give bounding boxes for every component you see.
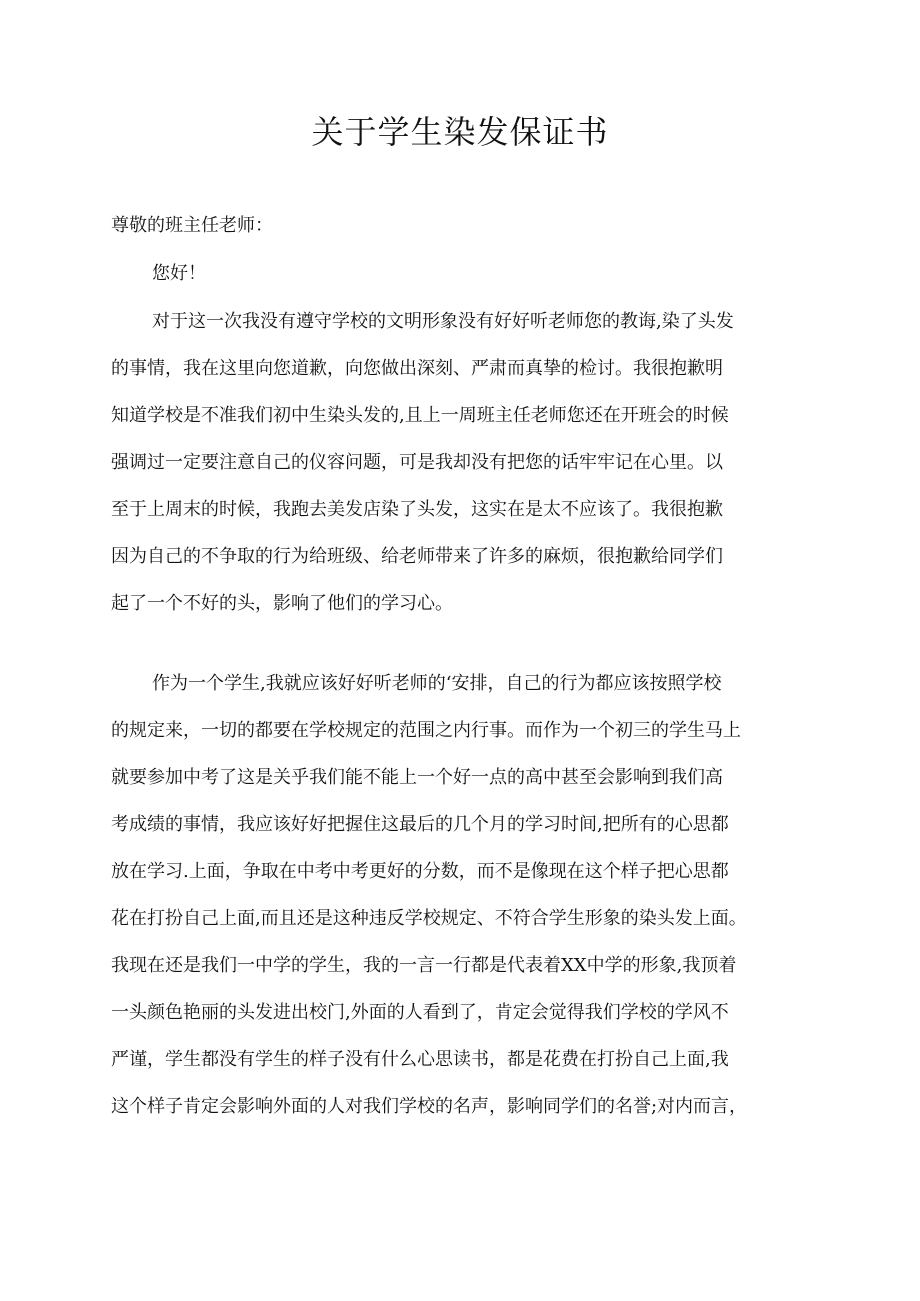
body-line: 作为一个学生,我就应该好好听老师的‘安排，自己的行为都应该按照学校: [152, 673, 722, 694]
body-line: 知道学校是不准我们初中生染头发的,且上一周班主任老师您还在开班会的时候: [111, 405, 729, 426]
body-line: 至于上周末的时候，我跑去美发店染了头发，这实在是太不应该了。我很抱歉: [111, 499, 723, 520]
body-line: 对于这一次我没有遵守学校的文明形象没有好好听老师您的教诲,染了头发: [152, 311, 734, 332]
body-line: 一头颜色艳丽的头发进出校门,外面的人看到了，肯定会觉得我们学校的学风不: [111, 1002, 729, 1023]
body-line: 花在打扮自己上面,而且还是这种违反学校规定、不符合学生形象的染头发上面。: [111, 908, 747, 929]
body-line: 就要参加中考了这是关乎我们能不能上一个好一点的高中甚至会影响到我们高: [111, 767, 723, 788]
greeting: 您好！: [152, 263, 206, 284]
salutation: 尊敬的班主任老师：: [111, 215, 273, 236]
body-line: 因为自己的不争取的行为给班级、给老师带来了许多的麻烦，很抱歉给同学们: [111, 546, 723, 567]
body-line: 严谨，学生都没有学生的样子没有什么心思读书，都是花费在打扮自己上面,我: [111, 1049, 729, 1070]
body-line: 的规定来，一切的都要在学校规定的范围之内行事。而作为一个初三的学生马上: [111, 720, 741, 741]
document-title: 关于学生染发保证书: [311, 113, 609, 151]
body-line: 考成绩的事情，我应该好好把握住这最后的几个月的学习时间,把所有的心思都: [111, 814, 729, 835]
body-line: 这个样子肯定会影响外面的人对我们学校的名声，影响同学们的名誉;对内而言，: [111, 1096, 748, 1117]
body-line: 的事情，我在这里向您道歉，向您做出深刻、严肃而真挚的检讨。我很抱歉明: [111, 358, 723, 379]
body-line: 强调过一定要注意自己的仪容问题，可是我却没有把您的话牢牢记在心里。以: [111, 452, 723, 473]
body-line: 我现在还是我们一中学的学生，我的一言一行都是代表着XX中学的形象,我顶着: [111, 955, 737, 976]
body-line: 放在学习.上面，争取在中考中考更好的分数，而不是像现在这个样子把心思都: [111, 861, 729, 882]
body-line: 起了一个不好的头，影响了他们的学习心。: [111, 593, 453, 614]
